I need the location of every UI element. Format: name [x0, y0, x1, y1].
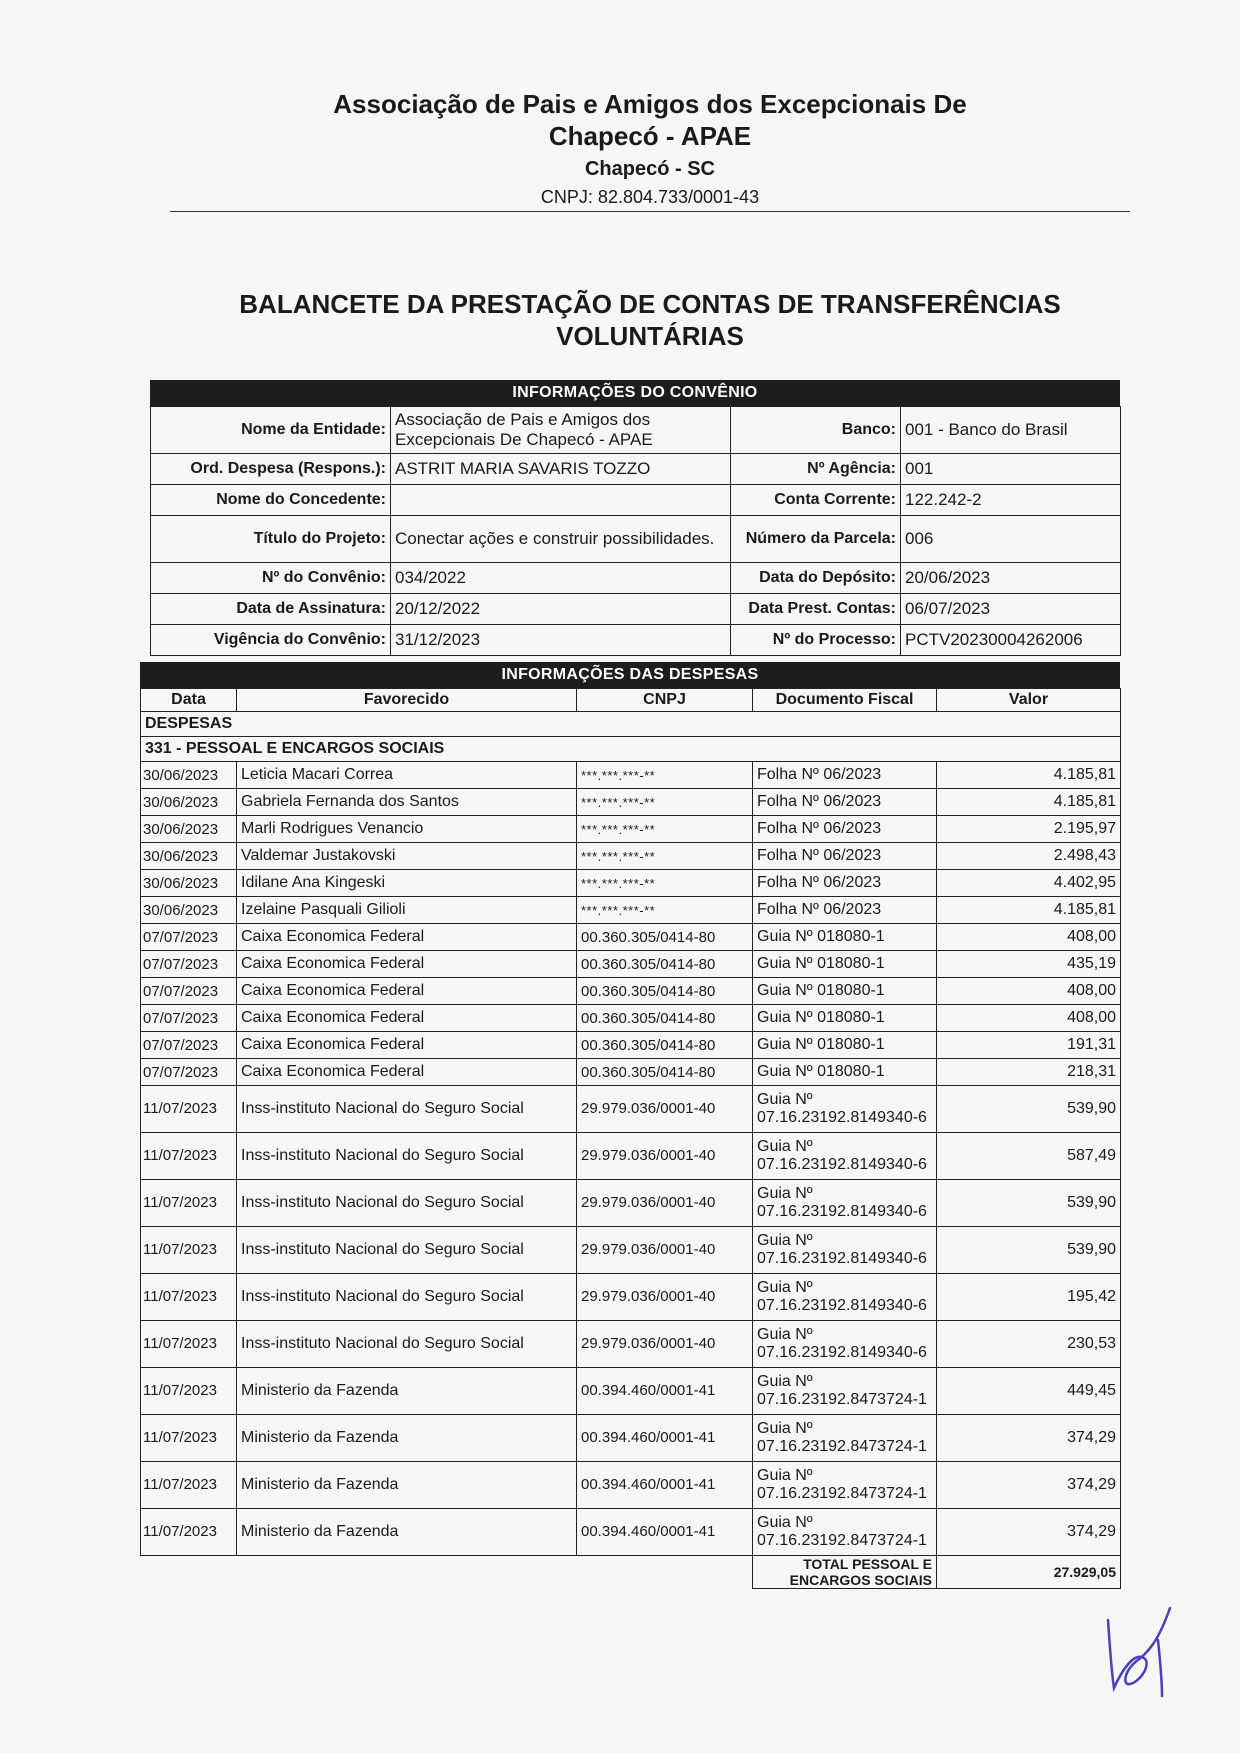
row-date: 07/07/2023 [141, 951, 237, 978]
despesas-band: INFORMAÇÕES DAS DESPESAS [140, 662, 1120, 688]
concedente-label: Nome do Concedente: [151, 485, 391, 516]
row-cnpj: 00.360.305/0414-80 [577, 924, 753, 951]
agencia-label: Nº Agência: [731, 454, 901, 485]
header-divider [170, 211, 1130, 212]
row-doc [753, 1086, 937, 1133]
row-valor: 408,00 [937, 978, 1121, 1005]
banco-value: 001 - Banco do Brasil [901, 407, 1121, 454]
table-row [141, 1180, 1121, 1227]
table-row [141, 1509, 1121, 1556]
row-date: 30/06/2023 [141, 816, 237, 843]
row-doc-line1: Guia Nº [757, 1420, 813, 1437]
concedente-value [391, 485, 731, 516]
row-doc: Folha Nº 06/2023 [753, 843, 937, 870]
row-favorecido: Izelaine Pasquali Gilioli [237, 897, 577, 924]
row-valor: 2.195,97 [937, 816, 1121, 843]
conta-label: Conta Corrente: [731, 485, 901, 516]
table-row [141, 1462, 1121, 1509]
row-doc-line2: 07.16.23192.8473724-1 [757, 1391, 927, 1408]
row-doc: Guia Nº 018080-1 [753, 924, 937, 951]
row-doc [753, 1368, 937, 1415]
row-doc: Folha Nº 06/2023 [753, 762, 937, 789]
row-date: 30/06/2023 [141, 897, 237, 924]
row-date: 11/07/2023 [141, 1462, 237, 1509]
row-favorecido: Inss-instituto Nacional do Seguro Social [237, 1180, 577, 1227]
convenio-info-table [150, 380, 1120, 656]
ord-despesa-value: ASTRIT MARIA SAVARIS TOZZO [391, 454, 731, 485]
row-doc-line2: 07.16.23192.8149340-6 [757, 1109, 927, 1126]
vigencia-value: 31/12/2023 [391, 625, 731, 656]
row-date: 11/07/2023 [141, 1227, 237, 1274]
row-doc-line2: 07.16.23192.8149340-6 [757, 1250, 927, 1267]
row-cnpj: 00.360.305/0414-80 [577, 978, 753, 1005]
row-doc [753, 1415, 937, 1462]
table-row [141, 978, 1121, 1005]
row-valor: 449,45 [937, 1368, 1121, 1415]
row-doc: Folha Nº 06/2023 [753, 870, 937, 897]
row-doc-line2: 07.16.23192.8149340-6 [757, 1156, 927, 1173]
row-cnpj: 00.360.305/0414-80 [577, 1032, 753, 1059]
row-date: 07/07/2023 [141, 978, 237, 1005]
titulo-value: Conectar ações e construir possibilidades. [391, 516, 731, 563]
col-cnpj-header: CNPJ [577, 689, 753, 712]
row-valor: 2.498,43 [937, 843, 1121, 870]
row-cnpj: 29.979.036/0001-40 [577, 1321, 753, 1368]
table-row [141, 897, 1121, 924]
prest-contas-value: 06/07/2023 [901, 594, 1121, 625]
table-row [141, 1005, 1121, 1032]
row-favorecido: Inss-instituto Nacional do Seguro Social [237, 1321, 577, 1368]
ord-despesa-label: Ord. Despesa (Respons.): [151, 454, 391, 485]
row-favorecido: Marli Rodrigues Venancio [237, 816, 577, 843]
row-doc-line1: Guia Nº [757, 1091, 813, 1108]
row-doc-line2: 07.16.23192.8149340-6 [757, 1344, 927, 1361]
row-cnpj: ***.***.***-** [577, 789, 753, 816]
row-doc-line2: 07.16.23192.8473724-1 [757, 1438, 927, 1455]
organization-name: Associação de Pais e Amigos dos Excepcionais De Chapecó - APAE [333, 89, 967, 151]
row-cnpj: 00.394.460/0001-41 [577, 1415, 753, 1462]
organization-city: Chapecó - SC [584, 158, 716, 180]
row-favorecido: Inss-instituto Nacional do Seguro Social [237, 1086, 577, 1133]
row-favorecido: Inss-instituto Nacional do Seguro Social [237, 1133, 577, 1180]
row-favorecido: Caixa Economica Federal [237, 924, 577, 951]
row-favorecido: Ministerio da Fazenda [237, 1368, 577, 1415]
row-valor: 4.185,81 [937, 897, 1121, 924]
row-date: 30/06/2023 [141, 789, 237, 816]
row-doc: Folha Nº 06/2023 [753, 789, 937, 816]
processo-label: Nº do Processo: [731, 625, 901, 656]
row-doc: Folha Nº 06/2023 [753, 816, 937, 843]
row-valor: 539,90 [937, 1227, 1121, 1274]
agencia-value: 001 [901, 454, 1121, 485]
organization-cnpj: CNPJ: 82.804.733/0001-43 [540, 187, 760, 207]
table-row [141, 1032, 1121, 1059]
row-cnpj: ***.***.***-** [577, 897, 753, 924]
row-favorecido: Caixa Economica Federal [237, 978, 577, 1005]
document-header [150, 88, 1150, 208]
row-favorecido: Inss-instituto Nacional do Seguro Social [237, 1274, 577, 1321]
assinatura-label: Data de Assinatura: [151, 594, 391, 625]
row-doc [753, 1462, 937, 1509]
row-cnpj: ***.***.***-** [577, 843, 753, 870]
row-doc-line1: Guia Nº [757, 1138, 813, 1155]
row-doc: Guia Nº 018080-1 [753, 1059, 937, 1086]
parcela-value: 006 [901, 516, 1121, 563]
table-row [141, 1415, 1121, 1462]
row-date: 11/07/2023 [141, 1274, 237, 1321]
row-favorecido: Idilane Ana Kingeski [237, 870, 577, 897]
row-doc-line1: Guia Nº [757, 1185, 813, 1202]
table-row [141, 1321, 1121, 1368]
section-label: 331 - PESSOAL E ENCARGOS SOCIAIS [141, 737, 1121, 762]
row-doc [753, 1321, 937, 1368]
table-row [141, 816, 1121, 843]
table-row [141, 843, 1121, 870]
nome-entidade-value: Associação de Pais e Amigos dos Excepcionais De Chapecó - APAE [391, 407, 731, 454]
row-doc-line2: 07.16.23192.8473724-1 [757, 1485, 927, 1502]
row-date: 11/07/2023 [141, 1415, 237, 1462]
deposito-label: Data do Depósito: [731, 563, 901, 594]
row-valor: 374,29 [937, 1415, 1121, 1462]
row-cnpj: 00.360.305/0414-80 [577, 1059, 753, 1086]
row-doc: Guia Nº 018080-1 [753, 951, 937, 978]
row-favorecido: Ministerio da Fazenda [237, 1415, 577, 1462]
row-doc-line2: 07.16.23192.8473724-1 [757, 1532, 927, 1549]
row-date: 30/06/2023 [141, 762, 237, 789]
row-doc-line1: Guia Nº [757, 1373, 813, 1390]
row-date: 11/07/2023 [141, 1509, 237, 1556]
row-valor: 230,53 [937, 1321, 1121, 1368]
convenio-num-value: 034/2022 [391, 563, 731, 594]
row-valor: 435,19 [937, 951, 1121, 978]
row-valor: 218,31 [937, 1059, 1121, 1086]
assinatura-value: 20/12/2022 [391, 594, 731, 625]
row-date: 11/07/2023 [141, 1086, 237, 1133]
row-date: 11/07/2023 [141, 1321, 237, 1368]
processo-value: PCTV20230004262006 [901, 625, 1121, 656]
row-doc: Guia Nº 018080-1 [753, 1005, 937, 1032]
table-row [141, 1059, 1121, 1086]
row-doc-line1: Guia Nº [757, 1279, 813, 1296]
row-favorecido: Ministerio da Fazenda [237, 1509, 577, 1556]
row-doc [753, 1133, 937, 1180]
row-valor: 587,49 [937, 1133, 1121, 1180]
row-doc [753, 1509, 937, 1556]
row-doc [753, 1227, 937, 1274]
row-cnpj: 29.979.036/0001-40 [577, 1227, 753, 1274]
table-row [141, 789, 1121, 816]
row-date: 07/07/2023 [141, 1059, 237, 1086]
row-date: 11/07/2023 [141, 1368, 237, 1415]
row-doc-line1: Guia Nº [757, 1467, 813, 1484]
table-row [141, 870, 1121, 897]
row-doc [753, 1274, 937, 1321]
row-cnpj: 29.979.036/0001-40 [577, 1133, 753, 1180]
row-favorecido: Leticia Macari Correa [237, 762, 577, 789]
row-valor: 4.402,95 [937, 870, 1121, 897]
nome-entidade-label: Nome da Entidade: [151, 407, 391, 454]
table-row [141, 1133, 1121, 1180]
row-cnpj: ***.***.***-** [577, 816, 753, 843]
row-cnpj: 29.979.036/0001-40 [577, 1180, 753, 1227]
convenio-num-label: Nº do Convênio: [151, 563, 391, 594]
row-cnpj: ***.***.***-** [577, 762, 753, 789]
row-valor: 539,90 [937, 1180, 1121, 1227]
signature-mark [1100, 1600, 1180, 1700]
row-favorecido: Caixa Economica Federal [237, 1059, 577, 1086]
total-value: 27.929,05 [937, 1556, 1121, 1589]
banco-label: Banco: [731, 407, 901, 454]
row-favorecido: Caixa Economica Federal [237, 1005, 577, 1032]
row-valor: 408,00 [937, 1005, 1121, 1032]
row-doc-line2: 07.16.23192.8149340-6 [757, 1297, 927, 1314]
row-date: 11/07/2023 [141, 1133, 237, 1180]
row-date: 11/07/2023 [141, 1180, 237, 1227]
row-favorecido: Caixa Economica Federal [237, 951, 577, 978]
row-favorecido: Gabriela Fernanda dos Santos [237, 789, 577, 816]
row-valor: 539,90 [937, 1086, 1121, 1133]
row-date: 30/06/2023 [141, 843, 237, 870]
row-favorecido: Ministerio da Fazenda [237, 1462, 577, 1509]
row-doc: Folha Nº 06/2023 [753, 897, 937, 924]
document-title: BALANCETE DA PRESTAÇÃO DE CONTAS DE TRANSFERÊNCIAS VOLUNTÁRIAS [239, 289, 1061, 351]
row-favorecido: Inss-instituto Nacional do Seguro Social [237, 1227, 577, 1274]
row-cnpj: ***.***.***-** [577, 870, 753, 897]
table-row [141, 762, 1121, 789]
row-valor: 374,29 [937, 1462, 1121, 1509]
row-valor: 4.185,81 [937, 789, 1121, 816]
convenio-band: INFORMAÇÕES DO CONVÊNIO [150, 380, 1120, 406]
prest-contas-label: Data Prest. Contas: [731, 594, 901, 625]
row-doc-line1: Guia Nº [757, 1232, 813, 1249]
row-doc-line1: Guia Nº [757, 1514, 813, 1531]
parcela-label: Número da Parcela: [731, 516, 901, 563]
row-valor: 191,31 [937, 1032, 1121, 1059]
titulo-label: Título do Projeto: [151, 516, 391, 563]
vigencia-label: Vigência do Convênio: [151, 625, 391, 656]
table-row [141, 1274, 1121, 1321]
row-valor: 374,29 [937, 1509, 1121, 1556]
row-favorecido: Valdemar Justakovski [237, 843, 577, 870]
row-date: 30/06/2023 [141, 870, 237, 897]
row-cnpj: 00.394.460/0001-41 [577, 1509, 753, 1556]
table-row [141, 1227, 1121, 1274]
despesas-table [140, 662, 1120, 1589]
row-cnpj: 00.360.305/0414-80 [577, 1005, 753, 1032]
row-date: 07/07/2023 [141, 1032, 237, 1059]
conta-value: 122.242-2 [901, 485, 1121, 516]
row-cnpj: 29.979.036/0001-40 [577, 1086, 753, 1133]
col-valor-header: Valor [937, 689, 1121, 712]
table-row [141, 924, 1121, 951]
col-data-header: Data [141, 689, 237, 712]
row-cnpj: 29.979.036/0001-40 [577, 1274, 753, 1321]
row-doc: Guia Nº 018080-1 [753, 978, 937, 1005]
row-date: 07/07/2023 [141, 924, 237, 951]
row-cnpj: 00.360.305/0414-80 [577, 951, 753, 978]
row-cnpj: 00.394.460/0001-41 [577, 1462, 753, 1509]
col-favorecido-header: Favorecido [237, 689, 577, 712]
row-valor: 408,00 [937, 924, 1121, 951]
row-doc-line1: Guia Nº [757, 1326, 813, 1343]
table-row [141, 1086, 1121, 1133]
row-valor: 195,42 [937, 1274, 1121, 1321]
row-valor: 4.185,81 [937, 762, 1121, 789]
table-row [141, 951, 1121, 978]
col-doc-header: Documento Fiscal [753, 689, 937, 712]
row-cnpj: 00.394.460/0001-41 [577, 1368, 753, 1415]
table-row [141, 1368, 1121, 1415]
row-doc: Guia Nº 018080-1 [753, 1032, 937, 1059]
despesas-group-label: DESPESAS [141, 712, 1121, 737]
row-favorecido: Caixa Economica Federal [237, 1032, 577, 1059]
row-date: 07/07/2023 [141, 1005, 237, 1032]
total-label: TOTAL PESSOAL E ENCARGOS SOCIAIS [753, 1556, 937, 1589]
deposito-value: 20/06/2023 [901, 563, 1121, 594]
row-doc [753, 1180, 937, 1227]
row-doc-line2: 07.16.23192.8149340-6 [757, 1203, 927, 1220]
